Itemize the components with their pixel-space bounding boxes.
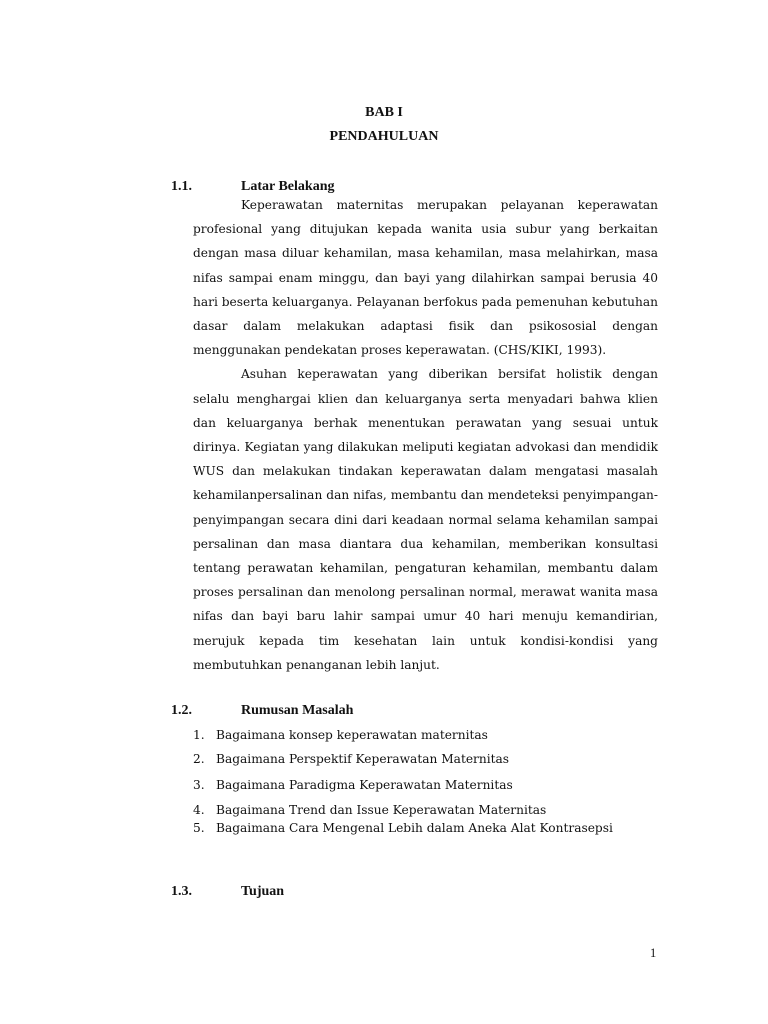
list-number: 1. xyxy=(193,728,205,742)
list-text: Bagaimana Perspektif Keperawatan Maternitas xyxy=(216,752,510,766)
list-item xyxy=(193,803,546,817)
chapter-title: PENDAHULUAN xyxy=(329,129,439,144)
section-number-1-2: 1.2. xyxy=(171,703,192,718)
page-number: 1 xyxy=(650,946,657,960)
list-number: 2. xyxy=(193,752,205,766)
chapter-number: BAB I xyxy=(365,105,403,120)
section-title-tujuan: Tujuan xyxy=(241,884,285,899)
section-title-latar-belakang: Latar Belakang xyxy=(241,179,335,194)
list-number: 4. xyxy=(193,803,205,817)
list-item xyxy=(193,752,509,766)
list-text: Bagaimana Trend dan Issue Keperawatan Maternitas xyxy=(216,803,547,817)
list-text: Bagaimana Cara Mengenal Lebih dalam Aneka Alat Kontrasepsi xyxy=(216,821,613,835)
list-number: 3. xyxy=(193,778,205,792)
list-text: Bagaimana Paradigma Keperawatan Maternitas xyxy=(216,778,513,792)
list-text: Bagaimana konsep keperawatan maternitas xyxy=(216,728,488,742)
section-number-1-1: 1.1. xyxy=(171,179,192,194)
list-item xyxy=(193,728,488,742)
section-title-rumusan-masalah: Rumusan Masalah xyxy=(241,703,354,718)
section-body-latar-belakang xyxy=(193,193,658,677)
list-item xyxy=(193,778,513,792)
section-number-1-3: 1.3. xyxy=(171,884,192,899)
paragraph: Asuhan keperawatan yang diberikan bersifat holistik dengan selalu menghargai klien dan keluarganya serta menyadari bahwa klien dan keluarganya berhak menentukan perawatan yang sesuai untuk dirinya. Kegiatan yang dilakukan meliputi kegiatan advokasi dan mendidik WUS dan melakukan tindakan keperawatan dalam mengatasi masalah kehamilanpersalinan dan nifas, membantu dan mendeteksi penyimpangan-penyimpangan secara dini dari keadaan normal selama kehamilan sampai persalinan dan masa diantara dua kehamilan, memberikan konsultasi tentang perawatan kehamilan, pengaturan kehamilan, membantu dalam proses persalinan dan menolong persalinan normal, merawat wanita masa nifas dan bayi baru lahir sampai umur 40 hari menuju kemandirian, merujuk kepada tim kesehatan lain untuk kondisi-kondisi yang membutuhkan penanganan lebih lanjut. xyxy=(193,367,658,672)
paragraph: Keperawatan maternitas merupakan pelayanan keperawatan profesional yang ditujukan kepada wanita usia subur yang berkaitan dengan masa diluar kehamilan, masa kehamilan, masa melahirkan, masa nifas sampai enam minggu, dan bayi yang dilahirkan sampai berusia 40 hari beserta keluarganya. Pelayanan berfokus pada pemenuhan kebutuhan dasar dalam melakukan adaptasi fisik dan psikososial dengan menggunakan pendekatan proses keperawatan. (CHS/KIKI, 1993). xyxy=(193,198,658,358)
list-item xyxy=(193,821,613,835)
list-number: 5. xyxy=(193,821,205,835)
